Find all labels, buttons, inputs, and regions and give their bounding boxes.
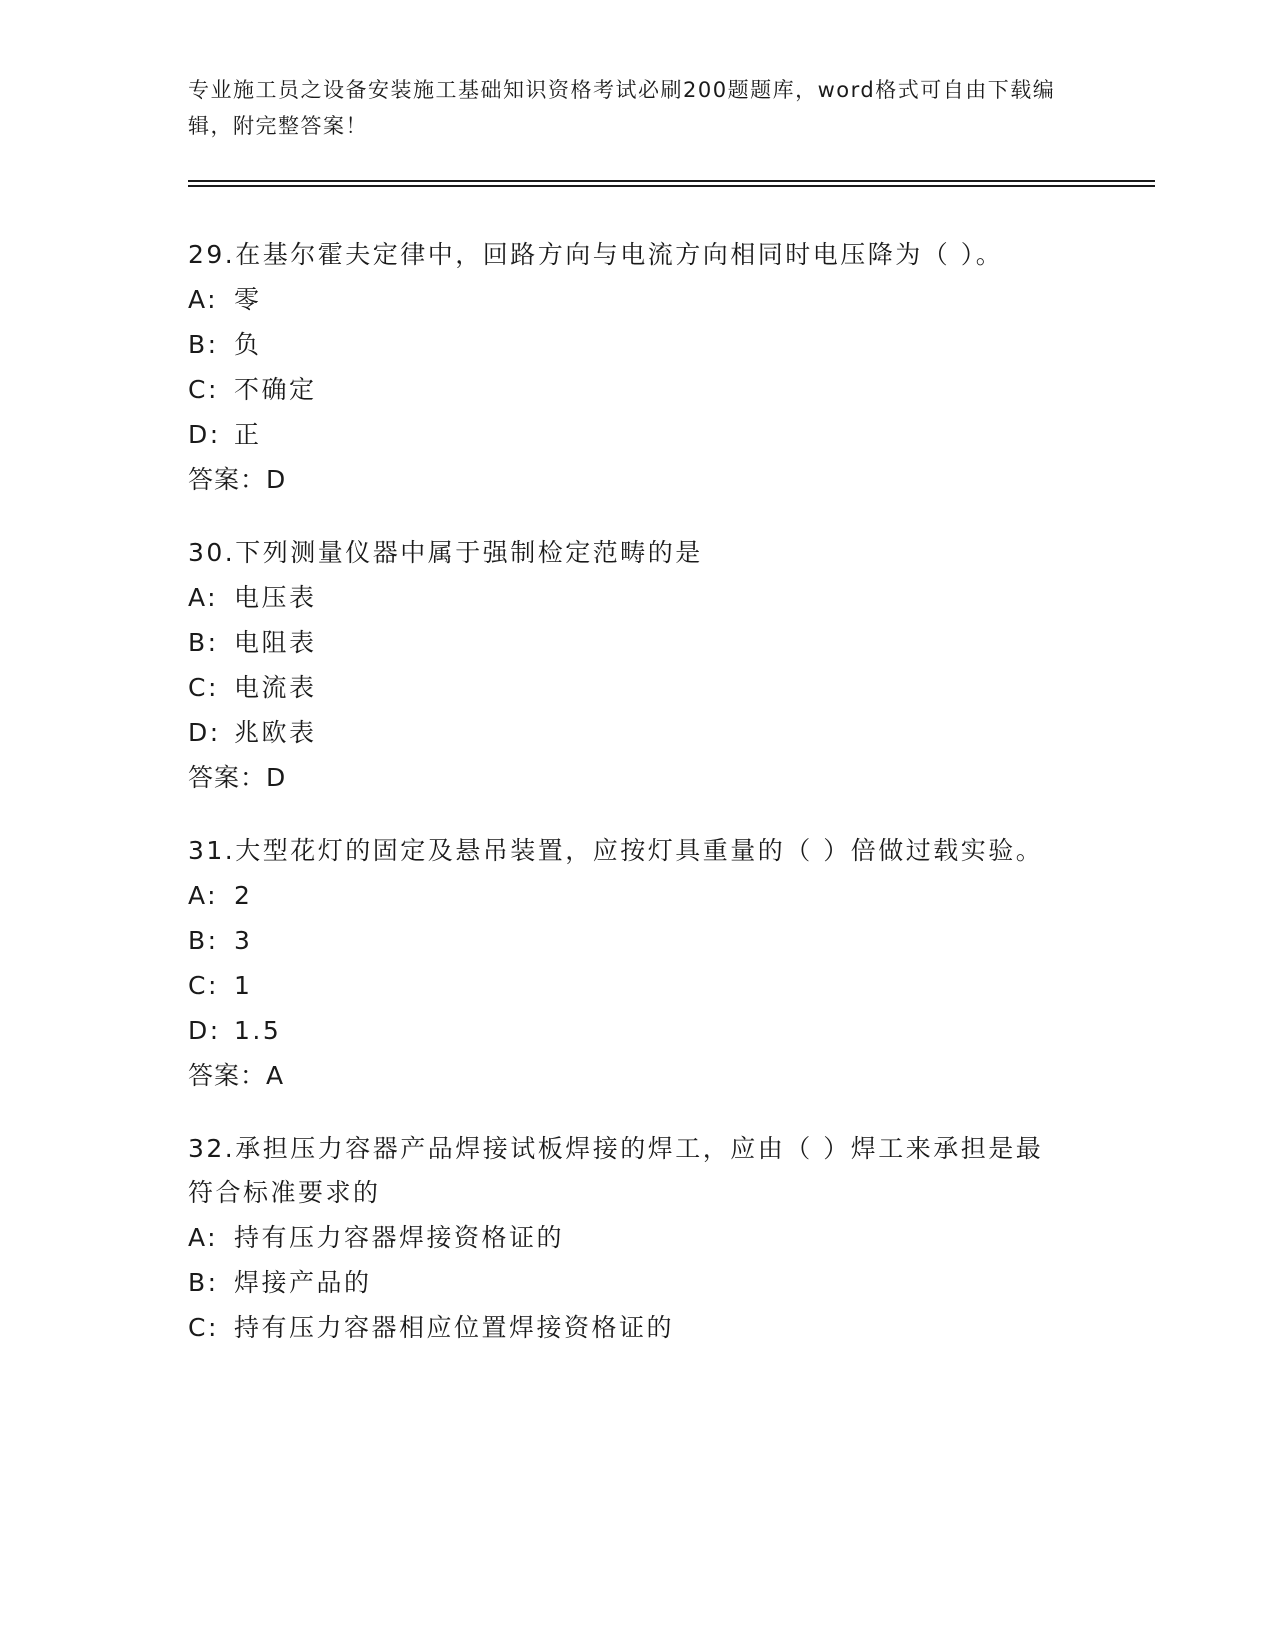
question-stem: 32.承担压力容器产品焊接试板焊接的焊工，应由（ ）焊工来承担是最符合标准要求的 [188,1134,1044,1207]
answer-line: 答案：D [188,465,287,494]
option-letter: B: [188,1268,219,1297]
option-letter: A: [188,881,219,910]
option-text: 兆欧表 [234,718,317,747]
option-c [188,1305,1068,1350]
question-stem: 29.在基尔霍夫定律中，回路方向与电流方向相同时电压降为（ ）。 [188,240,1004,269]
option-text: 零 [234,285,262,314]
option-a [188,575,1068,620]
answer-line: 答案：A [188,1061,285,1090]
option-a [188,1215,1068,1260]
question-29 [188,233,1068,502]
option-b [188,1260,1068,1305]
option-c [188,665,1068,710]
option-letter: A: [188,1223,219,1252]
option-a [188,873,1068,918]
option-a [188,277,1068,322]
option-text: 持有压力容器焊接资格证的 [234,1223,565,1252]
question-30 [188,531,1068,800]
option-letter: B: [188,926,219,955]
option-b [188,322,1068,367]
option-text: 2 [234,881,253,910]
option-text: 正 [234,420,262,449]
option-text: 负 [234,330,262,359]
option-c [188,367,1068,412]
answer-line: 答案：D [188,763,287,792]
option-letter: C: [188,971,219,1000]
question-list [188,233,1068,1379]
option-d [188,710,1068,755]
option-letter: A: [188,583,219,612]
option-text: 不确定 [234,375,317,404]
header-divider-bottom [188,185,1155,187]
option-letter: C: [188,673,219,702]
option-d [188,412,1068,457]
option-letter: C: [188,375,219,404]
option-letter: C: [188,1313,219,1342]
option-text: 电阻表 [234,628,317,657]
option-letter: D: [188,1016,221,1045]
option-text: 电压表 [234,583,317,612]
header-text: 专业施工员之设备安装施工基础知识资格考试必刷200题题库，word格式可自由下载编辑，附完整答案！ [188,78,1056,138]
option-letter: D: [188,718,221,747]
option-text: 电流表 [234,673,317,702]
question-stem: 31.大型花灯的固定及悬吊装置，应按灯具重量的（ ）倍做过载实验。 [188,836,1044,865]
option-b [188,620,1068,665]
question-31 [188,829,1068,1098]
question-stem: 30.下列测量仪器中属于强制检定范畴的是 [188,538,703,567]
question-32 [188,1127,1068,1350]
option-d [188,1008,1068,1053]
option-text: 1 [234,971,253,1000]
option-text: 1.5 [234,1016,282,1045]
header-divider-top [188,180,1155,182]
option-letter: A: [188,285,219,314]
document-header [188,72,1068,144]
option-letter: B: [188,628,219,657]
option-text: 持有压力容器相应位置焊接资格证的 [234,1313,675,1342]
option-text: 3 [234,926,253,955]
option-c [188,963,1068,1008]
option-b [188,918,1068,963]
option-letter: D: [188,420,221,449]
option-text: 焊接产品的 [234,1268,372,1297]
option-letter: B: [188,330,219,359]
